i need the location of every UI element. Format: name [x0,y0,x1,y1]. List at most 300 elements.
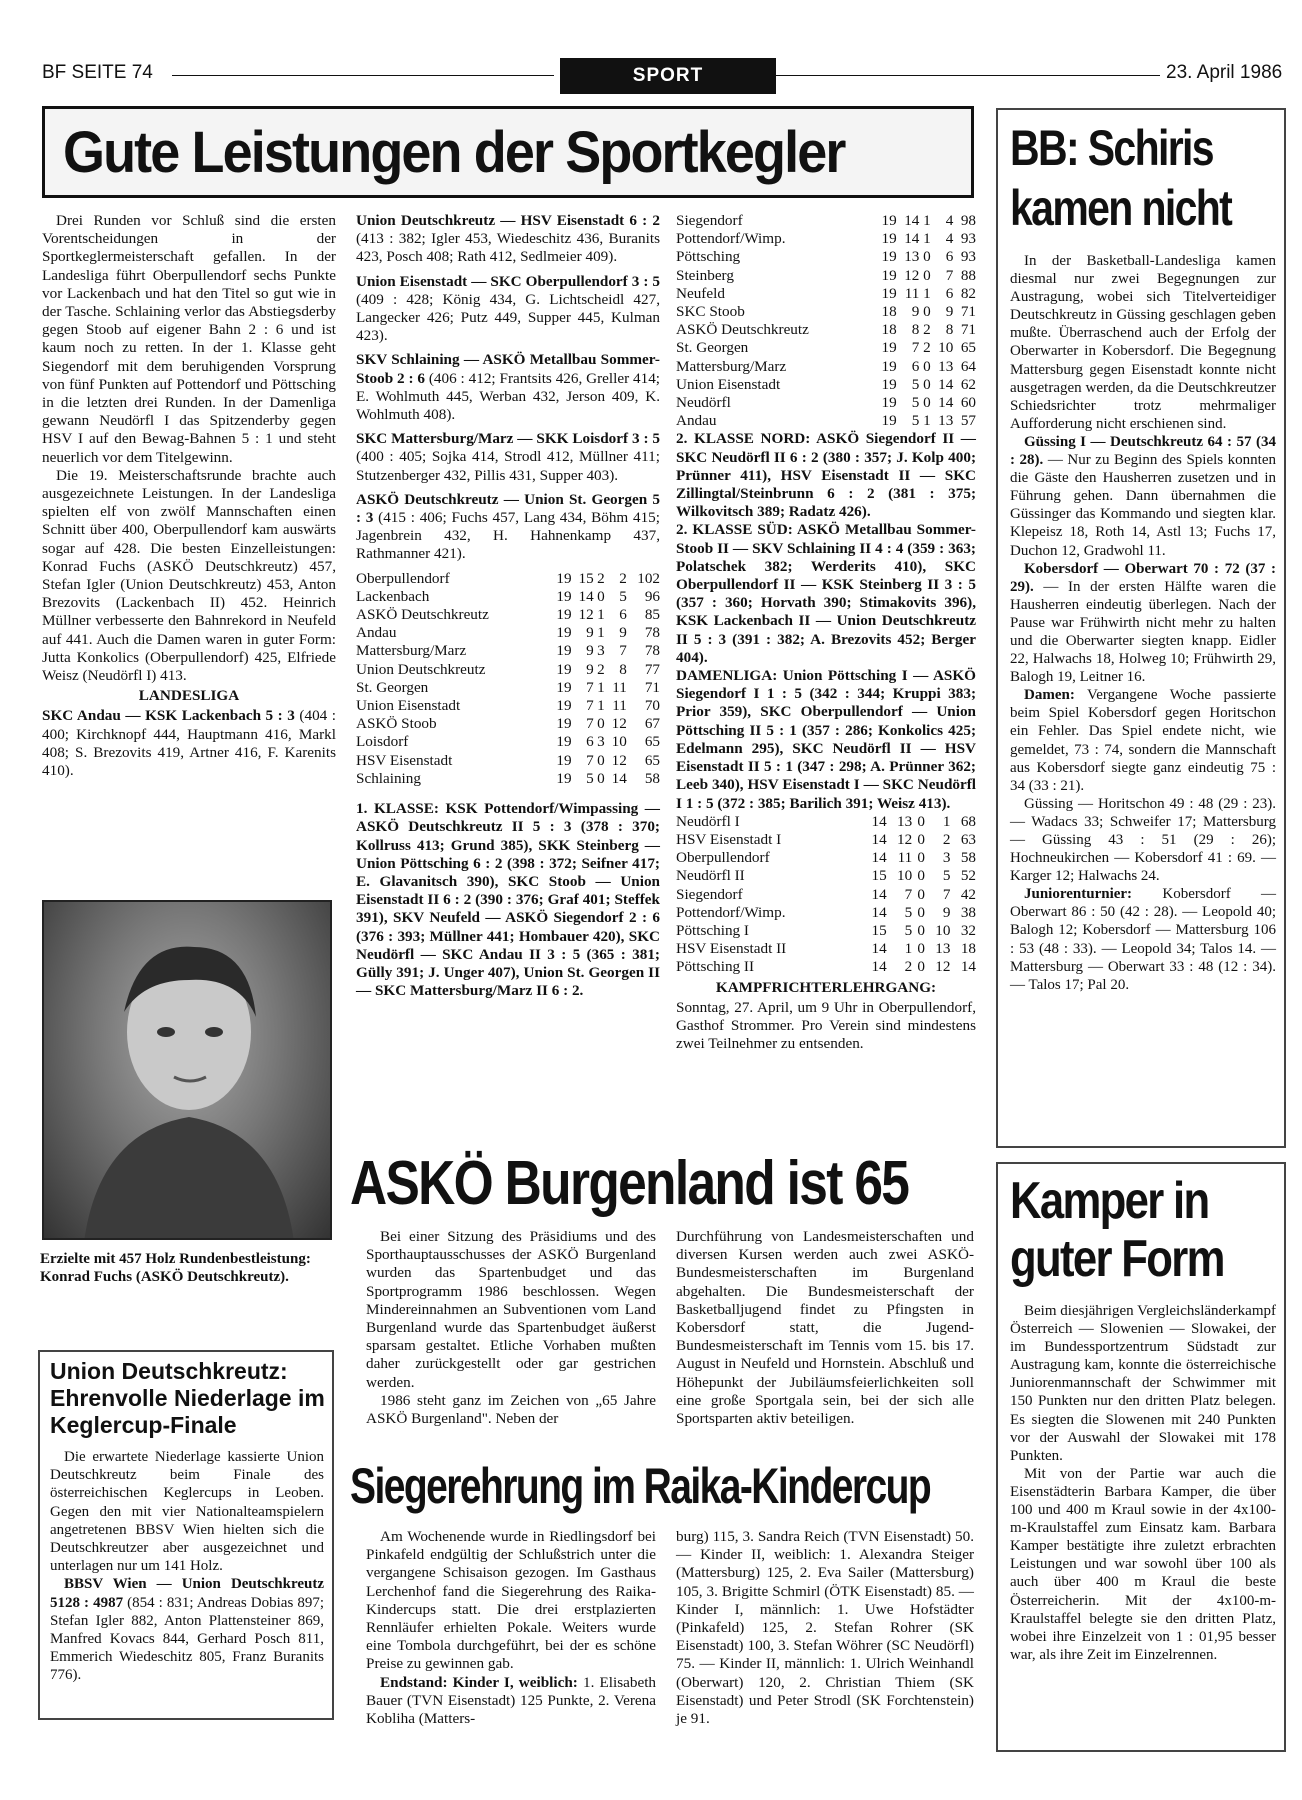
table-row [676,285,976,303]
table-row [676,230,976,248]
table-cell: 65 [644,751,660,769]
bb-damen-label: Damen: [1024,687,1075,704]
team-name: Andau [676,412,717,430]
union-headline: Union Deutschkreutz: Ehrenvolle Niederlage im Keglercup-Finale [50,1358,325,1438]
table-cell: 7 [586,751,594,769]
table-cell: 6 [911,357,920,375]
table-cell: 0 [597,587,605,605]
table-cell: 12 [904,266,920,284]
table-cell: 19 [556,587,572,605]
table-cell: 1 [923,284,931,302]
team-name: Mattersburg/Marz [356,642,467,660]
table-cell: 65 [960,339,976,357]
team-name: Pöttsching II [676,958,755,976]
table-cell: 19 [556,715,572,733]
table-cell: 93 [960,248,976,266]
table-cell: 11 [612,697,627,715]
table-row [356,679,660,697]
table-cell: 0 [917,958,925,976]
table-cell: 19 [556,660,572,678]
table-cell: 14 [611,769,627,787]
table-cell: 19 [881,339,897,357]
raika-paragraph-3: burg) 115, 3. Sandra Reich (TVN Eisenstadt) 50. — Kinder II, weiblich: 1. Alexandra Steiger (Mattersburg) 125, 2. Eva Sailer (Mattersburg) 105, 3. Brigitte Schmirl (ÖTK Eisenstadt) 85. — Kinder I, männlich: 1. Uwe Hofstädter (Pinkafeld) 125, 2. Stefan Rohrer (SK Eisenstadt) 100, 3. Stefan Wöhrer (SC Neudörfl) 75. — Kinder II, männlich: 1. Ulrich Weinhandl (Oberwart) 120, 2. Christian Thiem (SK Eisenstadt) und Peter Strodl (SK Forchtenstein) je 91. [676,1528,974,1728]
table-cell: 71 [644,678,660,696]
table-cell: 14 [904,230,920,248]
table-row [676,940,976,958]
table-cell: 15 [871,867,887,885]
table-cell: 13 [938,412,954,430]
team-name: HSV Eisenstadt [356,751,453,769]
team-name: ASKÖ Stoob [356,715,437,733]
table-row [356,606,660,624]
table-cell: 52 [960,867,976,885]
table-row [356,588,660,606]
bb-paragraph-4: Vergangene Woche passierte beim Spiel Kobersdorf gegen Horitschon ein Fehler. Das Spiel endete nicht, wie gemeldet, 73 : 74, sondern die Mannschaft aus Kobersdorf siegte ganz eindeutig 75 : 34 (33 : 21). [1010,687,1276,794]
table-cell: 42 [960,885,976,903]
table-cell: 14 [960,958,976,976]
raika-paragraph-2: 1. Elisabeth Bauer (TVN Eisenstadt) 125 Punkte, 2. Verena Kobliha (Matters- [366,1673,657,1728]
kampf-heading: KAMPFRICHTERLEHRGANG: [715,978,937,996]
table-cell: 6 [586,733,594,751]
section-label: SPORT [560,58,776,94]
table-cell: 19 [881,284,897,302]
issue-date: 23. April 1986 [1166,62,1283,83]
bb-headline-2: kamen nicht [1010,180,1232,236]
table-cell: 1 [923,412,931,430]
table-cell: 0 [923,394,931,412]
table-cell: 58 [960,849,976,867]
main-headline: Gute Leistungen der Sportkegler [63,120,845,185]
table-row [676,339,976,357]
table-cell: 15 [871,921,887,939]
table-cell: 7 [942,885,951,903]
match-detail: (413 : 382; Igler 453, Wiedeschitz 436, Buranits 423, Posch 408; Rath 412, Sedlmeier 409). [356,230,660,266]
table-cell: 12 [611,715,627,733]
table-cell: 8 [911,321,920,339]
team-name: St. Georgen [676,339,749,357]
bb-paragraph-5: Güssing — Horitschon 49 : 48 (29 : 23). — Wadacs 33; Schweifer 17; Mattersburg — Güssing 43 : 51 (29 : 26); Hochneukirchen — Kobersdorf 41 : 69. — Karger 12; Halwachs 24. [1010,795,1276,885]
table-cell: 7 [619,642,627,660]
table-cell: 2 [942,830,951,848]
table-cell: 11 [904,284,920,302]
landesliga-heading: LANDESLIGA [138,687,240,705]
table-cell: 70 [644,697,660,715]
team-name: Oberpullendorf [676,849,770,867]
table-cell: 5 [942,867,951,885]
team-name: Pöttsching I [676,921,749,939]
kamper-headline-2: guter Form [1010,1230,1224,1288]
match-title: Union Deutschkreutz — HSV Eisenstadt 6 : 2 [356,212,660,229]
table-cell: 0 [923,375,931,393]
bb-box [996,108,1286,1148]
match-detail: (400 : 405; Sojka 414, Strodl 412, Müllner 411; Stutzenberger 432, Pillis 431, Supper 403). [356,448,660,484]
table-cell: 4 [945,212,954,229]
klasse1-text: 1. KLASSE: KSK Pottendorf/Wimpassing — ASKÖ Deutschkreutz II 5 : 3 (378 : 370; Kollruss 413; Grund 385), SKK Steinberg — Union Pöttsching 6 : 2 (398 : 372; Seifner 417; E. Glavanitsch 390), SKC Stoob — Union Eisenstadt II 6 : 2 (390 : 376; Graf 401; Steffek 391), SKV Neufeld — ASKÖ Siegendorf 2 : 6 (376 : 393; Müllner 441; Hombauer 420), SKC Neudörfl — SKC Andau II 3 : 5 (365 : 381; Gülly 391; J. Unger 407), Union St. Georgen II — SKC Mattersburg/Marz II 6 : 2. [356,800,660,1000]
table-cell: 19 [881,412,897,430]
table-cell: 0 [597,715,605,733]
table-cell: 6 [945,248,954,266]
table-cell: 14 [871,885,887,903]
match-detail: (415 : 406; Fuchs 457, Lang 434, Böhm 415; Jagenbrein 432, H. Hahnenkamp 437, Rathmanner 421). [356,509,660,563]
table-cell: 68 [960,812,976,830]
team-name: Union Eisenstadt [676,375,781,393]
table-cell: 60 [960,394,976,412]
asko-headline: ASKÖ Burgenland ist 65 [350,1149,909,1218]
table-cell: 8 [619,660,627,678]
match-title: SKC Mattersburg/Marz — SKK Loisdorf 3 : 5 [356,430,660,448]
table-cell: 14 [938,394,954,412]
table-cell: 0 [923,248,931,266]
table-cell: 9 [911,303,920,321]
bb-paragraph-3: — In der ersten Hälfte waren die Hausherren eindeutig überlegen. Nach der Pause war Frühwirth nicht mehr zu halten und die Oberwarter siegten knapp. Eidler 22, Halwachs 18, Holweg 10; Frühwirth 29, Balogh 19, Leitner 16. [1010,578,1276,686]
match-title: SKV Schlaining — ASKÖ Metallbau Sommer-Stoob 2 : 6 [356,351,660,387]
table-cell: 9 [586,624,594,642]
table-cell: 78 [644,642,660,660]
team-name: Schlaining [356,769,421,787]
table-cell: 5 [911,375,920,393]
table-cell: 12 [935,958,951,976]
table-cell: 38 [960,903,976,921]
table-cell: 19 [556,751,572,769]
match-title: Union Eisenstadt — SKC Oberpullendorf 3 : 5 [356,272,660,290]
table-cell: 78 [644,624,660,642]
table-row [676,922,976,940]
union-result-detail: (854 : 831; Andreas Dobias 897; Stefan Igler 882, Anton Plattensteiner 869, Manfred Kovacs 844, Gerhard Posch 811, Emmerich Wiedeschitz 805, Franz Buranits 776). [50,1594,325,1684]
damen-table [676,813,976,977]
team-name: Andau [356,624,397,642]
table-cell: 19 [556,697,572,715]
team-name: Neufeld [676,284,725,302]
kamper-headline-1: Kamper in [1010,1172,1209,1230]
table-cell: 1 [597,697,605,715]
table-cell: 0 [597,769,605,787]
table-cell: 18 [881,303,897,321]
table-cell: 19 [556,769,572,787]
table-cell: 14 [871,849,887,867]
table-row [356,697,660,715]
raika-endstand: Endstand: Kinder I, weiblich: [380,1673,578,1691]
main-col-1 [42,212,336,780]
table-cell: 5 [904,903,913,921]
table-row [676,248,976,266]
table-cell: 13 [904,248,920,266]
team-name: Pottendorf/Wimp. [676,903,786,921]
table-cell: 1 [923,212,931,229]
table-cell: 1 [597,624,605,642]
table-cell: 14 [871,903,887,921]
table-cell: 18 [881,321,897,339]
union-text: Die erwartete Niederlage kassierte Union Deutschkreutz beim Finale des österreichischen Keglercups in Leoben. Gegen den mit vier Nationalteamspielern angetretenen BBSV Wien hielten sich die Deutschkreutzer aber ausgezeichnet und unterlagen nur um 141 Holz. [50,1449,324,1575]
table-row [676,321,976,339]
team-name: Neudörfl [676,394,731,412]
table-cell: 0 [917,921,925,939]
table-cell: 9 [586,660,594,678]
asko-paragraph-2: 1986 steht ganz im Zeichen von „65 Jahre ASKÖ Burgenland". Neben der [366,1391,656,1428]
team-name: Union Deutschkreutz [356,660,486,678]
table-cell: 13 [938,357,954,375]
landesliga-first-match: SKC Andau — KSK Lackenbach 5 : 3 [42,707,295,725]
table-cell: 5 [586,769,594,787]
table-row [356,752,660,770]
table-row [676,267,976,285]
table-cell: 0 [917,849,925,867]
table-cell: 19 [556,624,572,642]
table-cell: 19 [881,266,897,284]
table-cell: 88 [960,266,976,284]
table-cell: 6 [619,606,627,624]
table-cell: 7 [904,885,913,903]
table-cell: 102 [637,569,660,587]
table-cell: 63 [960,830,976,848]
table-cell: 6 [945,284,954,302]
table-cell: 14 [904,212,920,229]
landesliga-table [356,570,660,788]
table-cell: 0 [917,940,925,958]
match-title: ASKÖ Deutschkreutz — Union St. Georgen 5 : 3 [356,490,660,527]
table-cell: 19 [881,375,897,393]
table-row [676,394,976,412]
table-cell: 14 [578,587,594,605]
table-cell: 19 [881,248,897,266]
landesliga-first-scores: (404 : 400; Kirchknopf 444, Hauptmann 416, Markl 408; S. Brezovits 419, Artner 416, F. Karenits 410). [42,707,337,780]
table-cell: 0 [917,812,925,830]
team-name: St. Georgen [356,678,429,696]
table-cell: 98 [960,212,976,229]
table-cell: 1 [597,678,605,696]
header-rule-left [172,75,554,76]
table-cell: 2 [904,958,913,976]
table-cell: 1 [904,940,913,958]
main-paragraph-1: Drei Runden vor Schluß sind die ersten Vorentscheidungen in der Sportkeglermeisterschaft gefallen. In der Landesliga führt Oberpullendorf sechs Punkte vor Lackenbach und hat den Titel so gut wie in der Tasche. Schlaining verlor das Abstiegsderby gegen Stoob auf eigener Bahn 2 : 6 und ist kaum noch zu retten. In der 1. Klasse geht Siegendorf mit dem beruhigenden Vorsprung von fünf Punkten auf Pottendorf und Pöttsching in die letzten drei Runden. In der Damenliga gewann Neudörfl I das Spitzenderby gegen HSV I auf den Bewag-Bahnen 5 : 1 und steht neuerlich vor dem Titelgewinn. [42,212,336,466]
table-row [356,642,660,660]
table-cell: 65 [644,733,660,751]
klasse2sued-text: 2. KLASSE SÜD: ASKÖ Metallbau Sommer-Stoob II — SKV Schlaining II 4 : 4 (359 : 363; Polatschek 382; Werderits 410), SKC Oberpullendorf II — KSK Steinberg II 3 : 5 (357 : 360; Horvath 390; Stimakovits 396), KSK Lackenbach II — Union Deutschkreutz II 5 : 3 (391 : 382; A. Brezovits 452; Berger 404). [676,521,976,666]
kampf-text: Sonntag, 27. April, um 9 Uhr in Oberpullendorf, Gasthof Strommer. Pro Verein sind mindestens zwei Teilnehmer zu entsenden. [676,998,976,1053]
table-row [676,212,976,230]
table-cell: 8 [945,321,954,339]
table-row [676,849,976,867]
table-cell: 14 [871,958,887,976]
table-cell: 85 [644,606,660,624]
table-cell: 19 [556,733,572,751]
table-cell: 19 [556,642,572,660]
table-cell: 0 [923,303,931,321]
table-cell: 67 [644,715,660,733]
table-cell: 19 [881,212,897,229]
table-cell: 4 [945,230,954,248]
table-cell: 14 [871,940,887,958]
table-row [676,886,976,904]
table-cell: 7 [586,697,594,715]
raika-headline: Siegerehrung im Raika-Kindercup [350,1458,931,1514]
table-cell: 0 [917,830,925,848]
team-name: Mattersburg/Marz [676,357,787,375]
header-rule-right [776,75,1160,76]
bb-headline-1: BB: Schiris [1010,120,1213,176]
klasse1-table [676,212,976,430]
table-cell: 0 [917,867,925,885]
table-cell: 14 [871,830,887,848]
table-cell: 18 [960,940,976,958]
bb-paragraph-2: — Nur zu Beginn des Spiels konnten die Gäste den Hausherren zusetzen und in Führung gehen. Dann übernahmen die Güssinger das Kommando und siegten klar. Klepeisz 18, Roth 14, Astl 13; Fuchs 17, Duchon 12, Gradwohl 11. [1010,452,1276,559]
table-cell: 10 [897,867,913,885]
table-row [356,733,660,751]
table-cell: 71 [960,303,976,321]
table-cell: 3 [597,642,605,660]
table-cell: 19 [556,606,572,624]
asko-paragraph-1: Bei einer Sitzung des Präsidiums und des Sporthauptausschusses der ASKÖ Burgenland wurden das Spartenbudget und das Sportprogramm 1986 beschlossen. Wegen Mindereinnahmen an Subventionen vom Land Burgenland wurde das Spartenbudget äußerst sparsam gestaltet. Etliche Vorhaben mußten daher zurückgestellt oder gar gestrichen werden. [366,1228,656,1391]
table-cell: 1 [597,606,605,624]
bb-junioren-label: Juniorenturnier: [1024,886,1133,903]
page-number: BF SEITE 74 [42,62,153,83]
table-cell: 12 [897,830,913,848]
table-cell: 13 [897,812,913,830]
table-cell: 5 [904,921,913,939]
team-name: ASKÖ Deutschkreutz [356,606,489,624]
bb-paragraph-6: Kobersdorf — Oberwart 86 : 50 (42 : 28). — Leopold 40; Balogh 12; Kobersdorf — Mattersburg 106 : 53 (48 : 33). — Leopold 34; Talos 14. — Mattersburg — Oberwart 33 : 48 (12 : 34). — Talos 17; Pal 20. [1010,886,1276,993]
table-cell: 58 [644,769,660,787]
table-cell: 2 [923,339,931,357]
team-name: HSV Eisenstadt II [676,940,787,958]
table-cell: 9 [619,624,627,642]
table-cell: 19 [881,394,897,412]
table-cell: 32 [960,921,976,939]
table-row [676,303,976,321]
table-cell: 12 [578,606,594,624]
table-cell: 19 [881,230,897,248]
damenliga-text: DAMENLIGA: Union Pöttsching I — ASKÖ Siegendorf I 1 : 5 (342 : 344; Kruppi 383; Prior 359), SKC Oberpullendorf — Union Pöttsching II 5 : 1 (357 : 286; Konkolics 425; Edelmann 295), SKC Neudörfl II — HSV Eisenstadt II 5 : 1 (347 : 298; A. Prünner 362; Leeb 340), HSV Eisenstadt I — SKC Neudörfl I 1 : 5 (372 : 385; Barilich 391; Weisz 413). [676,667,976,812]
match-detail: (406 : 412; Frantsits 426, Greller 414; E. Wohlmuth 445, Werban 432, Jerson 409, K. Wohlmuth 408). [356,369,661,424]
kamper-paragraph-2: Mit von der Partie war auch die Eisenstädterin Barbara Kamper, die über 100 und 400 m Kraul sowie in der 4x100-m-Kraulstaffel zum Einsatz kam. Barbara Kamper bestätigte ihre zuletzt erbrachten Leistungen und war sowohl über 100 als auch über 400 m Kraul die beste Österreicherin. Mit der 4x100-m-Kraulstaffel belegte sie den dritten Platz, wobei ihre Einzelzeit von 1 : 01,95 besser war, als ihre Zeit im Einzelrennen. [1010,1465,1276,1663]
match-detail: (409 : 428; König 434, G. Lichtscheidl 427, Langecker 426; Putz 449, Supper 445, Kulman 423). [356,290,660,345]
team-name: Siegendorf [676,885,743,903]
table-cell: 96 [644,587,660,605]
table-cell: 57 [960,412,976,430]
table-cell: 10 [611,733,627,751]
table-cell: 11 [897,849,913,867]
table-cell: 19 [556,678,572,696]
team-name: Neudörfl I [676,812,740,830]
team-name: Siegendorf [676,212,743,229]
table-row [676,813,976,831]
bb-game-1: Güssing I — Deutschkreutz 64 : 57 (34 : 28). [1010,433,1276,469]
team-name: Steinberg [676,266,734,284]
table-cell: 7 [911,339,920,357]
team-name: Neudörfl II [676,867,745,885]
bb-game-2: Kobersdorf — Oberwart 70 : 72 (37 : 29). [1010,560,1276,595]
table-cell: 7 [586,715,594,733]
table-row [356,570,660,588]
team-name: Union Eisenstadt [356,697,461,715]
table-cell: 2 [619,569,627,587]
team-name: HSV Eisenstadt I [676,830,782,848]
table-cell: 93 [960,230,976,248]
table-cell: 9 [942,903,951,921]
main-headline-box [42,106,974,198]
table-cell: 3 [942,849,951,867]
table-cell: 0 [923,357,931,375]
table-cell: 1 [923,230,931,248]
portrait-illustration [44,902,332,1240]
union-result: BBSV Wien — Union Deutschkreutz 5128 : 4987 [50,1576,324,1611]
main-paragraph-2: Die 19. Meisterschaftsrunde brachte auch ausgezeichnete Leistungen. In der Landesliga spielten elf von zwölf Mannschaften einen Schnitt über 400, Oberpullendorf kam auswärts sogar auf 428. Die besten Einzelleistungen: Konrad Fuchs (ASKÖ Deutschkreutz) 457, Stefan Igler (Union Deutschkreutz) 453, Anton Brezovits (Lackenbach II) 452. Heinrich Müllner verbesserte den Bahnrekord in Neufeld auf 441. Auch die Damen waren in guter Form: Jutta Konkolics (Oberpullendorf) 425, Elfriede Weisz (Neudörfl I) 413. [42,466,336,685]
raika-paragraph-1: Am Wochenende wurde in Riedlingsdorf bei Pinkafeld endgültig der Schlußstrich unter die vergangene Schisaison gezogen. Im Gasthaus Lerchenhof fand die Siegerehrung des Raika-Kindercups statt. Die drei erstplazierten Rennläufer erhielten Pokale. Weiters wurde eine Tombola durchgeführt, bei der es schöne Preise zu gewinnen gab. [366,1528,656,1673]
table-cell: 13 [935,940,951,958]
table-cell: 3 [597,733,605,751]
table-cell: 15 [578,569,594,587]
raika-col-2 [676,1528,974,1728]
table-row [356,624,660,642]
table-cell: 9 [586,642,594,660]
table-cell: 5 [619,587,627,605]
table-cell: 7 [586,678,594,696]
table-cell: 14 [871,812,887,830]
main-col-2 [356,212,660,1000]
team-name: Pöttsching [676,248,741,266]
table-cell: 14 [938,375,954,393]
portrait-photo [42,900,332,1240]
table-row [676,904,976,922]
team-name: ASKÖ Deutschkreutz [676,321,809,339]
main-col-3 [676,212,976,1053]
asko-col-1 [366,1228,656,1428]
table-cell: 9 [945,303,954,321]
team-name: Oberpullendorf [356,569,450,587]
table-cell: 10 [938,339,954,357]
team-name: Lackenbach [356,587,430,605]
table-row [676,412,976,430]
table-cell: 0 [917,885,925,903]
table-cell: 10 [935,921,951,939]
team-name: Loisdorf [356,733,409,751]
table-cell: 71 [960,321,976,339]
photo-caption: Erzielte mit 457 Holz Rundenbestleistung: Konrad Fuchs (ASKÖ Deutschkreutz). [40,1251,311,1285]
table-cell: 0 [917,903,925,921]
table-row [676,376,976,394]
union-box [38,1350,334,1720]
table-cell: 7 [945,266,954,284]
table-row [676,831,976,849]
table-cell: 82 [960,284,976,302]
table-row [356,661,660,679]
kamper-box [996,1162,1286,1752]
table-cell: 0 [597,751,605,769]
table-row [356,770,660,788]
table-cell: 2 [597,660,605,678]
klasse2-text: 2. KLASSE NORD: ASKÖ Siegendorf II — SKC Neudörfl II 6 : 2 (380 : 357; J. Kolp 400; Prünner 411), HSV Eisenstadt II — SKC Zillingtal/Steinbrunn 6 : 2 (381 : 375; Wilkovitsch 389; Radatz 426). [676,430,976,521]
team-name: SKC Stoob [676,303,745,321]
table-row [676,358,976,376]
table-cell: 19 [556,569,572,587]
asko-paragraph-3: Durchführung von Landesmeisterschaften und diversen Kursen werden auch zwei ASKÖ-Bundesmeisterschaften im Burgenland abgehalten. Die Bundesmeisterschaft der Basketballjugend findet zu Pfingsten in Kobersdorf statt, die Jugend-Bundesmeisterschaft im Tennis vom 15. bis 17. August in Neufeld und Hornstein. Abschluß und Höhepunkt der Jubiläumsfeierlichkeiten soll eine große Sportgala sein, bei der sich alle Sportsparten aktiv beteiligen. [676,1228,974,1428]
raika-col-1 [366,1528,656,1728]
table-cell: 1 [942,812,951,830]
table-cell: 62 [960,375,976,393]
asko-col-2 [676,1228,974,1428]
table-cell: 2 [923,321,931,339]
kamper-paragraph-1: Beim diesjährigen Vergleichsländerkampf Österreich — Slowenien — Slowakei, der im Bundessportzentrum Südstadt zur Austragung kam, konnte die österreichische Juniorenmannschaft der Schwimmer mit 150 Punkten nur den dritten Platz belegen. Es siegten die Slowenen mit 240 Punkten vor der Auswahl der Slowakei mit 178 Punkten. [1010,1303,1276,1464]
table-row [676,958,976,976]
table-cell: 5 [911,412,920,430]
table-cell: 0 [923,266,931,284]
table-cell: 19 [881,357,897,375]
bb-paragraph-1: In der Basketball-Landesliga kamen diesmal nur zwei Begegnungen zur Austragung, wobei sich Titelverteidiger Deutschkreutz in Güssing geschlagen geben mußte. Überraschend auch der Erfolg der Oberwarter in Kobersdorf. Die Begegnung Mattersburg gegen Eisenstadt konnte nicht ausgetragen werden, da die Deutschkreutzer Schiedsrichter trotz mehrmaliger Aufforderung nicht erschienen sind. [1010,253,1276,432]
table-row [676,867,976,885]
table-cell: 77 [644,660,660,678]
table-cell: 12 [611,751,627,769]
table-row [356,715,660,733]
table-cell: 64 [960,357,976,375]
